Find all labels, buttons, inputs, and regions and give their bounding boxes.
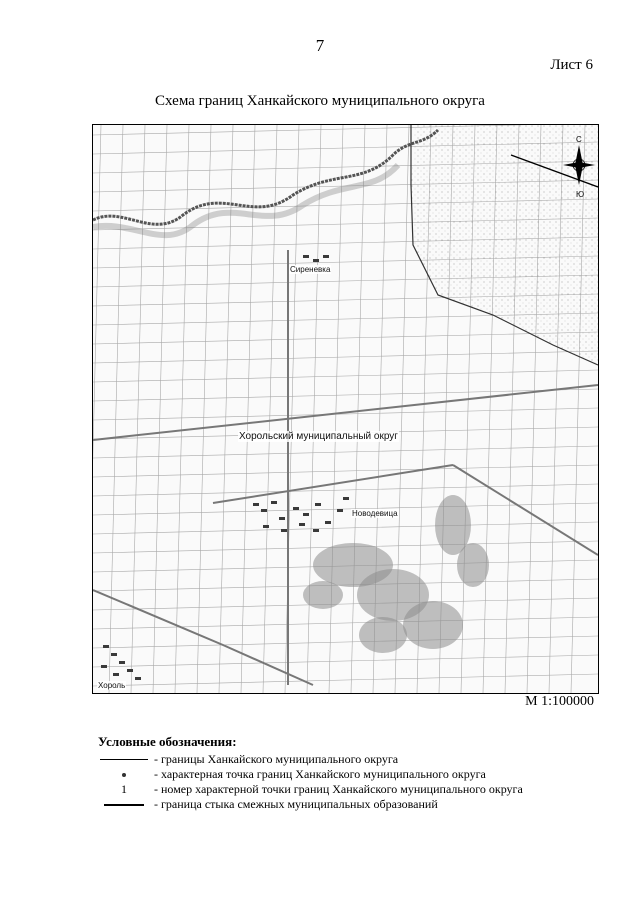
sheet-label: Лист 6	[550, 57, 593, 73]
topographic-map	[93, 125, 598, 693]
compass-south: Ю	[576, 190, 585, 199]
thin-line-icon	[100, 759, 148, 760]
page-number: 7	[315, 36, 325, 55]
legend-item-junction	[98, 797, 598, 812]
legend-text: - номер характерной точки границ Ханкайского муниципального округа	[154, 782, 523, 796]
map-frame[interactable]	[92, 124, 599, 694]
legend	[98, 734, 598, 812]
thick-line-icon	[104, 804, 144, 806]
point-number: 1	[121, 782, 127, 796]
legend-text: - граница стыка смежных муниципальных образований	[154, 797, 438, 811]
map-scale: М 1:100000	[525, 694, 594, 709]
legend-text: - границы Ханкайского муниципального округа	[154, 752, 399, 766]
place-label-sirenevka: Сиреневка	[290, 265, 331, 274]
dot-icon	[122, 773, 126, 777]
legend-title: Условные обозначения:	[98, 734, 237, 749]
legend-text: - характерная точка границ Ханкайского муниципального округа	[154, 767, 486, 781]
legend-item-boundary	[98, 752, 598, 767]
compass-north: С	[576, 135, 582, 144]
place-label-novodevitsa: Новодевица	[352, 509, 398, 518]
legend-item-point	[98, 767, 598, 782]
legend-item-number	[98, 782, 598, 797]
district-label: Хорольский муниципальный округ	[239, 431, 398, 442]
scheme-title: Схема границ Ханкайского муниципального округа	[155, 93, 485, 109]
place-label-khorol: Хороль	[98, 681, 126, 690]
